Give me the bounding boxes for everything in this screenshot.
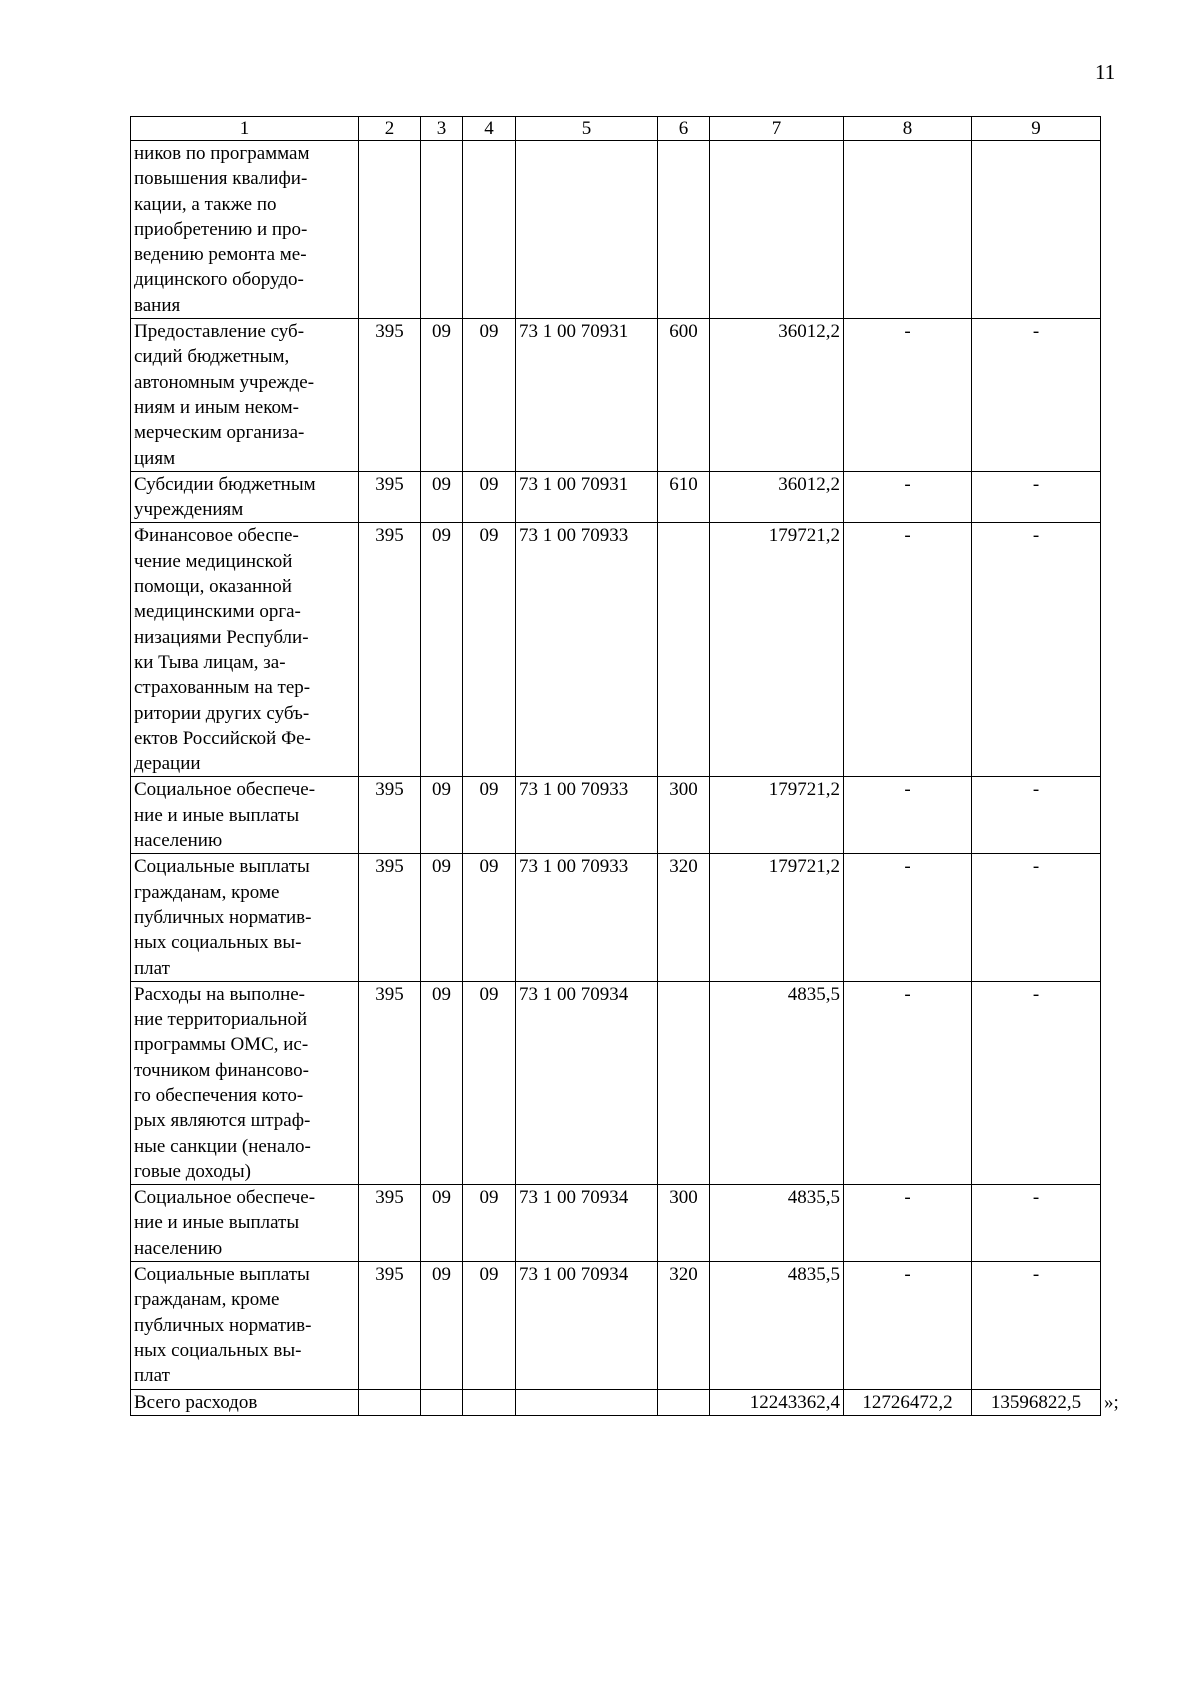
cell-c4: 09: [463, 777, 516, 854]
cell-c8: -: [844, 1185, 972, 1262]
cell-c8: -: [844, 854, 972, 981]
cell-empty: [516, 1389, 658, 1415]
cell-c6: [658, 523, 710, 777]
row-name: Субсидии бюджетным учреждениям: [131, 471, 359, 523]
cell-c9: -: [972, 319, 1101, 472]
cell-c9: -: [972, 1185, 1101, 1262]
cell-c5: 73 1 00 70934: [516, 1185, 658, 1262]
cell-c7: 4835,5: [710, 1262, 844, 1389]
cell-c2: 395: [359, 981, 421, 1184]
cell-empty: [463, 1389, 516, 1415]
cell-c5: 73 1 00 70931: [516, 471, 658, 523]
cell-c5: [516, 141, 658, 319]
cell-c8: [844, 141, 972, 319]
cell-c5: 73 1 00 70933: [516, 523, 658, 777]
cell-c7: 179721,2: [710, 523, 844, 777]
cell-c5: 73 1 00 70933: [516, 777, 658, 854]
column-header: 8: [844, 117, 972, 141]
column-header: 5: [516, 117, 658, 141]
cell-c3: 09: [421, 1262, 463, 1389]
cell-c9: -: [972, 523, 1101, 777]
page-number: 11: [1095, 60, 1116, 84]
total-c7: 12243362,4: [710, 1389, 844, 1415]
cell-c8: -: [844, 981, 972, 1184]
cell-c9: [972, 141, 1101, 319]
cell-c4: 09: [463, 523, 516, 777]
cell-c5: 73 1 00 70934: [516, 1262, 658, 1389]
cell-c7: 179721,2: [710, 854, 844, 981]
cell-c4: [463, 141, 516, 319]
cell-c8: -: [844, 471, 972, 523]
row-name: Расходы на выполне- ние территориальной программы ОМС, ис- точником финансово- го обеспечения кото- рых являются штраф- ные санкции (ненало- говые доходы): [131, 981, 359, 1184]
cell-c2: 395: [359, 777, 421, 854]
row-name: Социальное обеспече- ние и иные выплаты населению: [131, 777, 359, 854]
cell-c8: -: [844, 1262, 972, 1389]
header-row: [131, 117, 1101, 141]
cell-c9: -: [972, 471, 1101, 523]
column-header: 1: [131, 117, 359, 141]
cell-c8: -: [844, 523, 972, 777]
column-header: 2: [359, 117, 421, 141]
cell-c7: 4835,5: [710, 1185, 844, 1262]
cell-c2: 395: [359, 471, 421, 523]
cell-c3: 09: [421, 854, 463, 981]
cell-c7: [710, 141, 844, 319]
cell-c7: 36012,2: [710, 319, 844, 472]
table-row: [131, 471, 1101, 523]
cell-c3: 09: [421, 777, 463, 854]
cell-c2: 395: [359, 854, 421, 981]
cell-c5: 73 1 00 70934: [516, 981, 658, 1184]
cell-c6: 320: [658, 1262, 710, 1389]
column-header: 7: [710, 117, 844, 141]
table-row: [131, 523, 1101, 777]
cell-c3: [421, 141, 463, 319]
cell-c4: 09: [463, 854, 516, 981]
cell-c2: 395: [359, 1185, 421, 1262]
table-row: [131, 777, 1101, 854]
column-header: 9: [972, 117, 1101, 141]
cell-c4: 09: [463, 981, 516, 1184]
total-row: [131, 1389, 1101, 1415]
cell-c9: -: [972, 981, 1101, 1184]
total-label: Всего расходов: [131, 1389, 359, 1415]
total-c8: 12726472,2: [844, 1389, 972, 1415]
column-header: 4: [463, 117, 516, 141]
column-header: 3: [421, 117, 463, 141]
cell-c3: 09: [421, 1185, 463, 1262]
row-name: ников по программам повышения квалифи- кации, а также по приобретению и про- ведению ремонта ме- дицинского оборудо- вания: [131, 141, 359, 319]
cell-c6: 600: [658, 319, 710, 472]
cell-c9: -: [972, 1262, 1101, 1389]
cell-c4: 09: [463, 1262, 516, 1389]
cell-c3: 09: [421, 981, 463, 1184]
cell-c2: 395: [359, 319, 421, 472]
cell-c8: -: [844, 319, 972, 472]
cell-empty: [359, 1389, 421, 1415]
cell-c2: 395: [359, 1262, 421, 1389]
table-row: [131, 319, 1101, 472]
cell-c6: 610: [658, 471, 710, 523]
row-name: Финансовое обеспе- чение медицинской помощи, оказанной медицинскими орга- низациями Республи- ки Тыва лицам, за- страхованным на тер- ритории других субъ- ектов Российской Фе- дерации: [131, 523, 359, 777]
row-name: Социальные выплаты гражданам, кроме публичных норматив- ных социальных вы- плат: [131, 1262, 359, 1389]
cell-empty: [658, 1389, 710, 1415]
cell-c3: 09: [421, 523, 463, 777]
cell-c3: 09: [421, 471, 463, 523]
budget-table: [130, 116, 1101, 1416]
cell-c9: -: [972, 777, 1101, 854]
row-name: Предоставление суб- сидий бюджетным, автономным учрежде- ниям и иным неком- мерческим организа- циям: [131, 319, 359, 472]
cell-c4: 09: [463, 471, 516, 523]
cell-c4: 09: [463, 319, 516, 472]
cell-c4: 09: [463, 1185, 516, 1262]
cell-c6: 300: [658, 777, 710, 854]
cell-c2: [359, 141, 421, 319]
row-name: Социальное обеспече- ние и иные выплаты населению: [131, 1185, 359, 1262]
cell-c5: 73 1 00 70933: [516, 854, 658, 981]
cell-c6: [658, 141, 710, 319]
cell-c2: 395: [359, 523, 421, 777]
cell-c6: 300: [658, 1185, 710, 1262]
cell-c5: 73 1 00 70931: [516, 319, 658, 472]
cell-c9: -: [972, 854, 1101, 981]
closing-quote-mark: »;: [1104, 1392, 1119, 1413]
table-row: [131, 981, 1101, 1184]
table-row: [131, 854, 1101, 981]
table-row: [131, 141, 1101, 319]
cell-c7: 179721,2: [710, 777, 844, 854]
column-header: 6: [658, 117, 710, 141]
cell-c8: -: [844, 777, 972, 854]
cell-c6: [658, 981, 710, 1184]
cell-c7: 36012,2: [710, 471, 844, 523]
cell-c6: 320: [658, 854, 710, 981]
table-row: [131, 1185, 1101, 1262]
cell-c7: 4835,5: [710, 981, 844, 1184]
cell-c3: 09: [421, 319, 463, 472]
table-row: [131, 1262, 1101, 1389]
row-name: Социальные выплаты гражданам, кроме публичных норматив- ных социальных вы- плат: [131, 854, 359, 981]
cell-empty: [421, 1389, 463, 1415]
total-c9: 13596822,5: [972, 1389, 1101, 1415]
